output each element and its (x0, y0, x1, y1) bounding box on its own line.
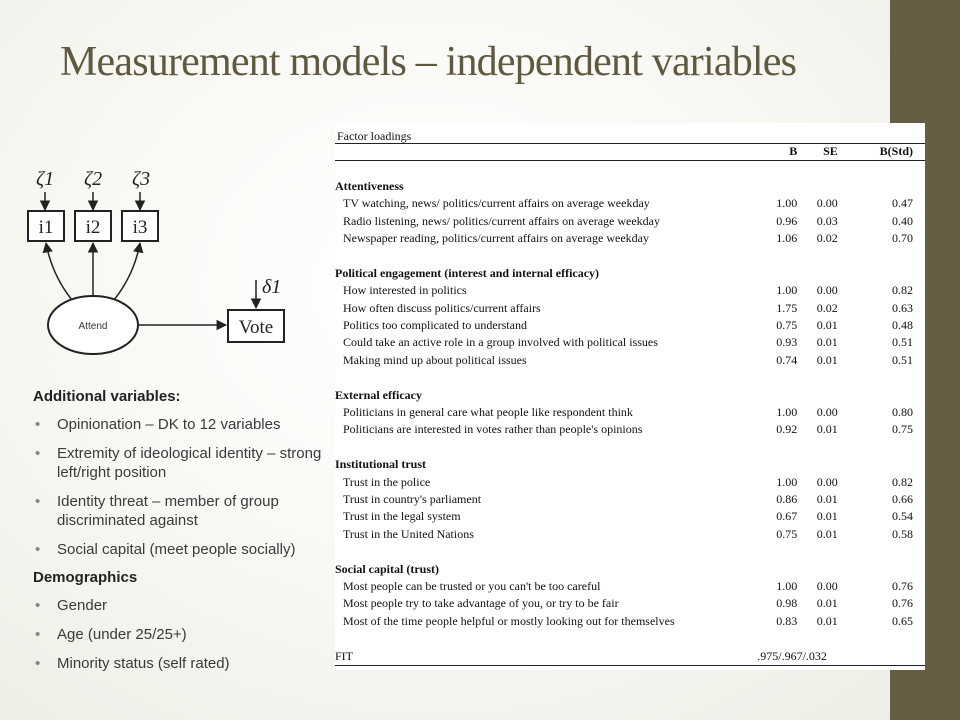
cell-std: 0.80 (892, 405, 913, 420)
cell-se: 0.01 (816, 335, 838, 350)
table-row (335, 578, 925, 595)
slide-title: Measurement models – independent variables (60, 39, 797, 85)
cell-std: 0.66 (892, 492, 913, 507)
loading-arrow-3 (114, 243, 140, 300)
cell-se: 0.01 (816, 526, 838, 541)
cell-std: 0.65 (892, 613, 913, 628)
cell-std: 0.54 (892, 509, 913, 524)
zeta-label-1: ζ1 (36, 168, 55, 190)
cell-b: 1.75 (776, 300, 798, 315)
cell-se: 0.01 (816, 492, 838, 507)
cell-b: 1.00 (776, 283, 798, 298)
cell-b: 0.98 (776, 596, 798, 611)
cell-se: 0.01 (816, 613, 838, 628)
cell-label: Trust in the police (343, 474, 431, 489)
cell-se: 0.01 (816, 352, 838, 367)
cell-label: Making mind up about political issues (343, 352, 527, 367)
demographics-items (33, 596, 333, 673)
cell-se: 0.00 (816, 405, 838, 420)
cell-se: 0.02 (816, 300, 838, 315)
table-row (335, 526, 925, 543)
table-row (335, 352, 925, 369)
spacer-row (335, 247, 925, 264)
factor-loadings-panel (335, 123, 925, 670)
table-row (335, 474, 925, 491)
variables-list (33, 388, 333, 683)
table-row (335, 282, 925, 299)
indicator-label-2: i2 (85, 217, 101, 238)
section-title: Institutional trust (335, 457, 427, 472)
cell-b: 1.00 (776, 405, 798, 420)
fit-value: .975/.967/.032 (757, 648, 925, 666)
cell-label: Most of the time people helpful or mostly looking out for themselves (343, 613, 675, 628)
table-row (335, 595, 925, 612)
outcome-label: Vote (238, 317, 274, 338)
cell-std: 0.76 (892, 596, 913, 611)
spacer-row (335, 439, 925, 456)
column-header: SE (823, 144, 838, 158)
cell-se: 0.01 (816, 509, 838, 524)
cell-b: 0.74 (776, 352, 798, 367)
cell-se: 0.01 (816, 596, 838, 611)
additional-items (33, 415, 333, 559)
cell-b: 0.96 (776, 213, 798, 228)
cell-label: Politicians in general care what people like respondent think (343, 405, 633, 420)
cell-label: TV watching, news/ politics/current affairs on average weekday (343, 196, 650, 211)
section-title: Attentiveness (335, 178, 404, 193)
cell-label: Trust in the United Nations (343, 526, 474, 541)
cell-std: 0.82 (892, 474, 913, 489)
table-row (335, 491, 925, 508)
cell-b: 0.75 (776, 526, 798, 541)
section-title: Political engagement (interest and internal efficacy) (335, 265, 600, 280)
cell-b: 0.83 (776, 613, 798, 628)
cell-b: 0.86 (776, 492, 798, 507)
cell-std: 0.40 (892, 213, 913, 228)
list-item: • Extremity of ideological identity – strong left/right position (33, 444, 333, 482)
cell-label: Politics too complicated to understand (343, 318, 527, 333)
column-header (335, 143, 757, 160)
cell-b: 1.06 (776, 231, 798, 246)
cell-se: 0.02 (816, 231, 838, 246)
cell-label: Trust in country's parliament (343, 492, 482, 507)
cell-se: 0.00 (816, 283, 838, 298)
cell-std: 0.58 (892, 526, 913, 541)
table-row (335, 613, 925, 630)
table-row (335, 404, 925, 421)
spacer-row (335, 369, 925, 386)
cell-label: Trust in the legal system (343, 509, 461, 524)
cell-std: 0.51 (892, 352, 913, 367)
delta-label: δ1 (262, 276, 282, 298)
section-row (335, 178, 925, 195)
cell-std: 0.48 (892, 318, 913, 333)
cell-se: 0.00 (816, 474, 838, 489)
column-header: B (789, 144, 798, 158)
zeta-label-2: ζ2 (84, 168, 103, 190)
table-row (335, 508, 925, 525)
table-row (335, 300, 925, 317)
table-row (335, 334, 925, 351)
cell-label: How interested in politics (343, 283, 467, 298)
fit-label: FIT (335, 648, 757, 666)
spacer-row (335, 543, 925, 560)
column-header: B(Std) (879, 144, 913, 158)
cell-b: 0.67 (776, 509, 798, 524)
cell-se: 0.01 (816, 318, 838, 333)
list-item: • Identity threat – member of group discriminated against (33, 492, 333, 530)
cell-label: Most people can be trusted or you can't be too careful (343, 579, 601, 594)
cell-label: Radio listening, news/ politics/current affairs on average weekday (343, 213, 661, 228)
path-diagram (24, 165, 324, 365)
list-item: • Opinionation – DK to 12 variables (33, 415, 333, 434)
factor-loadings-table (335, 143, 925, 666)
section-row (335, 456, 925, 473)
list-item: • Social capital (meet people socially) (33, 540, 333, 559)
cell-b: 1.00 (776, 196, 798, 211)
spacer-row (335, 630, 925, 647)
zeta-label-3: ζ3 (132, 168, 151, 190)
cell-se: 0.00 (816, 579, 838, 594)
cell-std: 0.51 (892, 335, 913, 350)
cell-b: 1.00 (776, 474, 798, 489)
list-item: • Minority status (self rated) (33, 654, 333, 673)
cell-label: Politicians are interested in votes rather than people's opinions (343, 422, 643, 437)
section-row (335, 265, 925, 282)
demographics-heading: Demographics (33, 569, 138, 586)
indicator-label-1: i1 (38, 217, 54, 238)
cell-b: 0.93 (776, 335, 798, 350)
cell-b: 0.92 (776, 422, 798, 437)
table-row (335, 421, 925, 438)
cell-std: 0.75 (892, 422, 913, 437)
cell-std: 0.63 (892, 300, 913, 315)
spacer-row (335, 160, 925, 177)
table-row (335, 317, 925, 334)
indicator-label-3: i3 (132, 217, 148, 238)
table-row (335, 213, 925, 230)
table-header-row (335, 143, 925, 160)
latent-label: Attend (78, 321, 108, 332)
cell-std: 0.70 (892, 231, 913, 246)
cell-se: 0.01 (816, 422, 838, 437)
additional-heading: Additional variables: (33, 388, 181, 405)
cell-b: 1.00 (776, 579, 798, 594)
cell-se: 0.00 (816, 196, 838, 211)
section-title: Social capital (trust) (335, 561, 439, 576)
cell-std: 0.82 (892, 283, 913, 298)
list-item: • Gender (33, 596, 333, 615)
cell-label: How often discuss politics/current affairs (343, 300, 541, 315)
cell-label: Newspaper reading, politics/current affairs on average weekday (343, 231, 649, 246)
table-row (335, 195, 925, 212)
loading-arrow-1 (46, 243, 72, 300)
section-row (335, 561, 925, 578)
cell-label: Most people try to take advantage of you, or try to be fair (343, 596, 619, 611)
cell-b: 0.75 (776, 318, 798, 333)
cell-std: 0.76 (892, 579, 913, 594)
fit-row (335, 648, 925, 666)
section-row (335, 387, 925, 404)
cell-std: 0.47 (892, 196, 913, 211)
table-row (335, 230, 925, 247)
table-caption: Factor loadings (337, 129, 412, 143)
cell-se: 0.03 (816, 213, 838, 228)
list-item: • Age (under 25/25+) (33, 625, 333, 644)
section-title: External efficacy (335, 387, 422, 402)
cell-label: Could take an active role in a group involved with political issues (343, 335, 658, 350)
